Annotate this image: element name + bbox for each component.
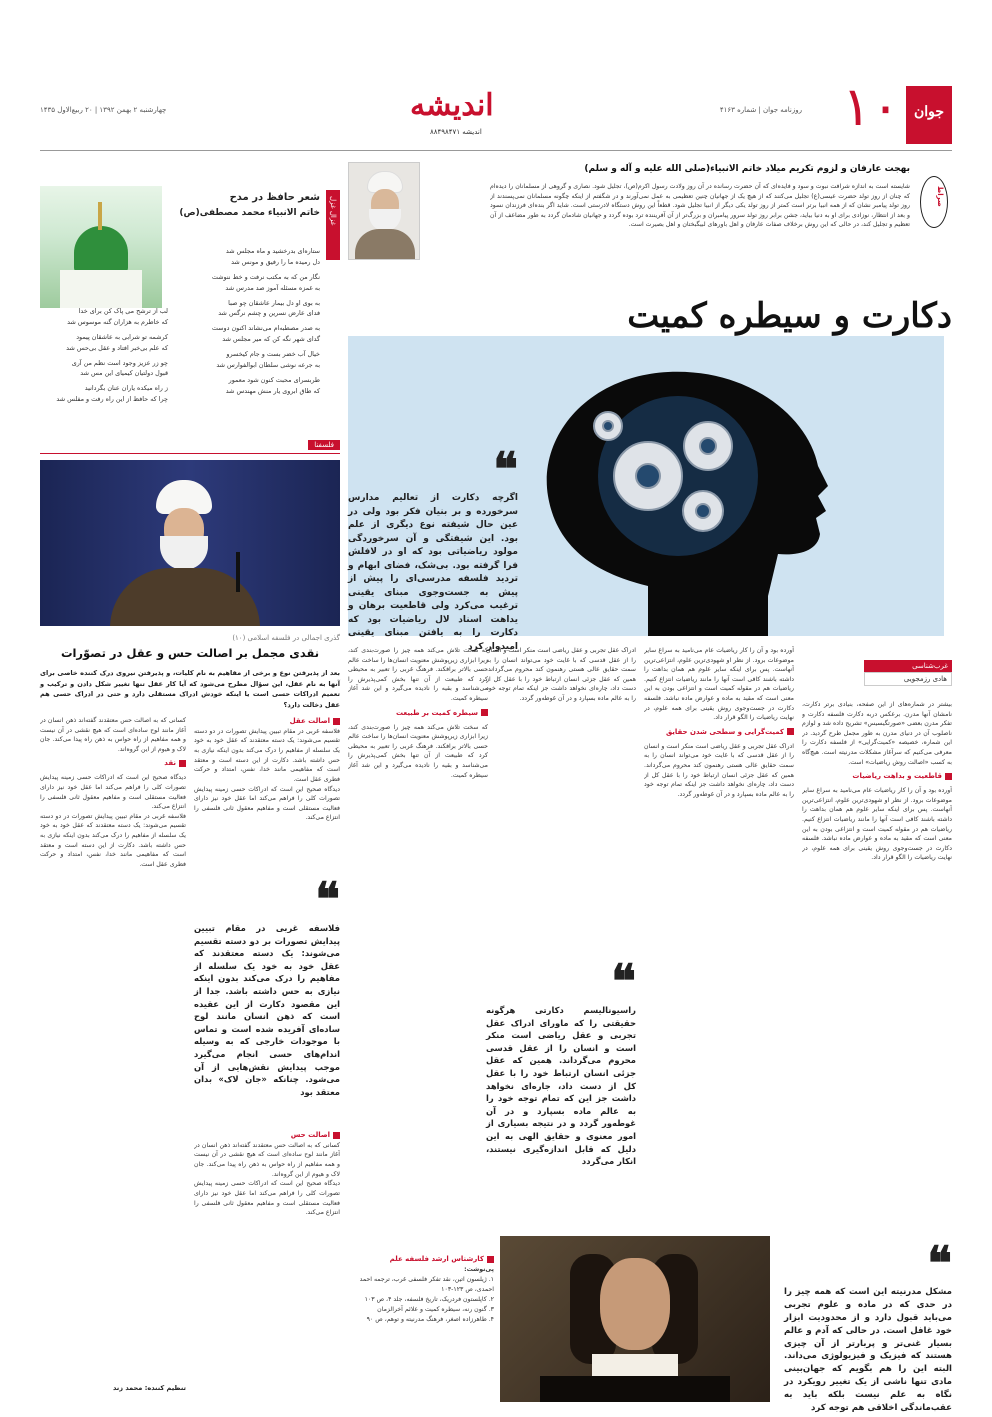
subhead-2: کمیت‌گرایی و سطحی شدن حقایق — [644, 727, 794, 738]
phil-body-1-left: فلاسفه غربی در مقام تبیین پیدایش تصورات در دو دسته تقسیم می‌شوند: یک دسته معتقدند که عقل خود به خود یک سلسله از مفاهیم را درک می‌کند بدون اینکه نیازی به حس داشته باشد. دکارت از این دسته است و معتقد است که مفاهیمی مانند خدا، نفس، امتداد و حرکت فطری عقل است. — [40, 812, 186, 868]
siraat-box — [348, 156, 952, 266]
philosophy-tag: فلسفنا — [308, 440, 340, 450]
phil-pull-text: فلاسفه غربی در مقام تبیین پیدایش تصورات بر دو دسته تقسیم می‌شوند: یک دسته معتقدند که عقل خود به خود یک سلسله از مفاهیم را درک می‌کند بدون اینکه نیازی به حس داشته باشد. جدا از این مقصود دکارت از این عقیده است که ذهن انسان مانند لوح ساده‌ای آفریده شده است و تماس با موجودات خارجی که به وسیله اندام‌های حسی انجام می‌گیرد موجب پیدایش نقش‌هایی از آن می‌شود. چنانکه «جان لاک» بدان معتقد بود — [194, 923, 340, 1097]
phil-body-1: فلاسفه غربی در مقام تبیین پیدایش تصورات در دو دسته تقسیم می‌شوند: یک دسته معتقدند که عقل خود به خود یک سلسله از مفاهیم را درک می‌کند بدون اینکه نیازی به حس داشته باشد. دکارت از این دسته است و معتقد است که مفاهیمی مانند خدا، نفس، امتداد و حرکت فطری عقل است. — [194, 727, 340, 783]
poem-line: چو زر عزیز وجود است نظم من آری — [71, 358, 168, 367]
poem-tag-text: غزال غزل — [329, 196, 337, 226]
poem-line: ز راه میکده یاران عنان بگردانید — [84, 384, 168, 393]
poem-line: به صدر مصطبه‌ام می‌نشاند اکنون دوست — [211, 324, 320, 333]
poem-line: خیال آب خضر بست و جام کیخسرو — [226, 350, 320, 359]
footnotes — [348, 1254, 494, 1325]
subhead-1: قاطعیت و بداهت ریاضیات — [802, 771, 952, 782]
author-tag-label — [864, 660, 952, 672]
body-col-2 — [644, 646, 794, 1016]
base — [60, 270, 142, 308]
body-col-2-para: آورده بود و آن را کار ریاضیات عام می‌نامید به سراغ سایر موضوعات برود. از نظر او شهودی‌ترین علوم، انتزاعی‌ترین آنهاست. پس برای اینکه سایر علوم هم همان بداهت را داشته باشند کافی است آنها را مانند ریاضیات انتزاع کنیم. ریاضیات هم در مقوله کمیت است و انتزاعی بودن به این معنی است که مقید به ماده و عوارض ماده نباشد. فلسفه دکارت در جست‌وجوی روش یقینی برای همه علوم، در نهایت ریاضیات را الگو قرار داد. — [644, 647, 794, 722]
poem-line: قبول دولتیان کیمیای این مس شد — [80, 369, 168, 378]
body-col-2-text: آورده بود و آن را کار ریاضیات عام می‌نامید به سراغ سایر موضوعات برود. از نظر او شهودی‌ترین علوم، انتزاعی‌ترین آنهاست. پس برای اینکه سایر علوم هم همان بداهت را داشته باشند کافی است آنها را مانند ریاضیات انتزاع کنیم. ریاضیات هم در مقوله کمیت است و انتزاعی بودن به این معنی است که مقید به ماده و عوارض ماده نباشد. فلسفه دکارت در جست‌وجوی روش یقینی برای همه علوم، در نهایت ریاضیات را الگو قرار داد. — [802, 787, 952, 862]
gear-2 — [684, 422, 732, 470]
siraat-headline: بهجت عارفان و لزوم تکریم میلاد خاتم الانبیاء(صلی الله علیه و آله و سلم) — [584, 164, 910, 174]
poem-tag — [326, 190, 340, 260]
poem-line: گدای شهر نگه کن که میر مجلس شد — [222, 335, 320, 344]
poem-title: شعر حافظ در مدح — [229, 192, 320, 203]
descartes-portrait — [500, 1236, 770, 1402]
philosophy-kicker: گذری اجمالی در فلسفه اسلامی (۱۰) — [232, 634, 340, 642]
body-col-3-para: ادراک عقل تجربی و عقل ریاضی است منکر است و انسان را از عقل قدسی که با غایت خود می‌تواند انسان را به سمت حقایق عالی هستی رهنمون کند محروم می‌گرداند. همین که عقل جزئی انسان ارتباط خود را با عقل کل از دست داد، چاره‌ای نخواهد داشت جز اینکه تمام توجه خود را به عالم ماده بسپارد و در آن غوطه‌ور گردد. — [644, 742, 794, 798]
poem-line: چرا که حافظ از این راه رفت و مفلس شد — [56, 395, 168, 404]
pull-quote-3-text: مشکل مدرنیته این است که همه چیز را در حدی که در ماده و علوم تجربی می‌باید قبول دارد و از محدودیت ابزار خود غافل است. در حالی که آدم و عالم بسیار غنی‌تر و پربارتر از آن چیزی هستند که فیزیک و فیزیولوژی می‌داند. البته این را هم بگویم که جهان‌بینی مادی تنها ناشی از یک تغییر رویکرد در نگاه به علم نیست بلکه باید به عقب‌ماندگی اخلاقی هم توجه کرد — [784, 1287, 952, 1414]
poem-subtitle: خاتم الانبیاء محمد مصطفی(ص) — [179, 208, 320, 218]
phil-body-3: دیدگاه صحیح این است که ادراکات حسی زمینه پیدایش تصورات کلی را فراهم می‌کند اما عقل خود نیز دارای فعالیت مستقلی است و مفاهیم معقول ثانی فلسفی را انتزاع می‌کند. — [194, 1180, 340, 1217]
author-tag — [864, 660, 952, 686]
poem-line: طربسرای محبت کنون شود معمور — [228, 375, 320, 384]
poem-line: لب از ترشح می پاک کن برای خدا — [78, 307, 168, 315]
phil-subhead-2: نقد — [40, 758, 186, 769]
phil-body-2-left: کسانی که به اصالت حس معتقدند گفته‌اند ذهن انسان در آغاز مانند لوح ساده‌ای است که هیچ نقشی در آن نیست و همه مفاهیم از راه حواس به ذهن راه پیدا می‌کند. جان لاک و هیوم از این گروه‌اند. — [40, 717, 186, 753]
coat — [540, 1376, 730, 1402]
footnote: ۱. ژیلسون اتین، نقد تفکر فلسفی غرب، ترجمه احمد احمدی، ص ۱۲۳-۱۰۳ — [359, 1276, 494, 1294]
body-col-4 — [348, 646, 488, 1246]
poem-line: فدای عارض نسرین و چشم نرگس شد — [218, 309, 320, 318]
body-col-4-more: که سخت تلاش می‌کند همه چیز را صورت‌بندی کند، زیرا ابزاری زیرپوشش معنویت انسان‌ها را ساخت عالم حسی بالاتر برافکند. فرهنگ غربی را تعبیر به محیطی کرد که طبیعت از آن تنها بخش کمی‌پذیرش را می‌شناسد و بقیه را نادیده می‌گیرد و این شد آغاز سیطره کمیت. — [348, 723, 488, 779]
poem-image — [40, 186, 162, 308]
body-col-3 — [486, 646, 636, 956]
pull-quote-1-text: اگرچه دکارت از تعالیم مدارس سرخورده و بر بنیان فکر بود ولی در عین حال شیفته نوع دیگری از علم بود. این شیفتگی و آن سرخوردگی مولود ریاضیاتی بود که او در لافلش فرا گرفته بود. بی‌شک، فضای ابهام و تردید فلسفه مدرسی‌ای را پیش از پیش به جست‌وجوی مبنای یقینی ترغیب می‌کرد ولی قاطعیت برهان و یداهت اسناد لال ریاضیات بود که دکارت را به یافتن مبنای یقینی امیدوار کرد — [348, 493, 518, 652]
philosophy-title: نقدی مجمل بر اصالت حس و عقل در تصوّرات — [60, 646, 320, 660]
quote-mark: ❝ — [927, 1236, 952, 1290]
page-number: ۱۰ — [841, 75, 900, 138]
philosophy-tag-bar — [40, 440, 340, 454]
footnote: ۴. طاهرزاده اصغر، فرهنگ مدرنیته و توهم، ص ۹۰ — [366, 1315, 494, 1323]
poem-lines-right — [192, 246, 320, 397]
poem-line: که طاق ابروی یار منش مهندس شد — [225, 386, 320, 395]
phil-body-3-left: دیدگاه صحیح این است که ادراکات حسی زمینه پیدایش تصورات کلی را فراهم می‌کند اما عقل خود نیز دارای فعالیت مستقلی است و مفاهیم معقول ثانی فلسفی را انتزاع می‌کند. — [40, 774, 186, 811]
philosophy-col-right-bottom — [194, 1130, 340, 1400]
poem-line: به غمزه مسئله آموز صد مدرس شد — [225, 283, 320, 292]
phil-body-2: کسانی که به اصالت حس معتقدند گفته‌اند ذهن انسان در آغاز مانند لوح ساده‌ای است که هیچ نقشی در آن نیست و همه مفاهیم از راه حواس به ذهن راه پیدا می‌کند. جان لاک و هیوم از این گروه‌اند. — [194, 1141, 340, 1178]
poem-box — [40, 156, 340, 426]
gear-3 — [683, 491, 723, 531]
poem-line: نگار من که به مکتب نرفت و خط ننوشت — [211, 272, 320, 281]
masthead-rule — [40, 150, 952, 151]
microphone — [236, 552, 240, 592]
siraat-portrait — [348, 162, 420, 260]
robe — [355, 229, 415, 260]
philosophy-author: تنظیم کننده: محمد زند — [112, 1384, 186, 1392]
pull-quote-1 — [348, 442, 518, 654]
beard — [369, 209, 401, 231]
phil-body-1b: دیدگاه صحیح این است که ادراکات حسی زمینه پیدایش تصورات کلی را فراهم می‌کند اما عقل خود نیز دارای فعالیت مستقلی است و مفاهیم معقول ثانی فلسفی را انتزاع می‌کند. — [194, 785, 340, 822]
logo-text: جوان — [913, 104, 945, 120]
subhead-3: سیطره کمیت بر طبیعت — [348, 708, 488, 719]
dome — [74, 226, 128, 272]
section-title: اندیشه — [410, 88, 494, 123]
body-col-1 — [802, 700, 952, 1010]
philosophy-lead: بعد از پذیرفتن نوع و برخی از مفاهیم به نام کلیات، و پذیرفتن نیروی درک کننده خاصی برای آنها به نام عقل، این سؤال مطرح می‌شود که آیا کار عقل تنها تغییر شکل دادن و ترکیب و تعمیم ادراکات حسی است یا اینکه خودش ادراک مستقلی دارد و حتی در ادراک حسی هم عقل دخالت دارد؟ — [40, 669, 340, 709]
footnote: پی‌نوشت: — [464, 1266, 494, 1274]
author-tag-text: غرب‌شناسی — [912, 662, 948, 670]
masthead — [40, 75, 952, 148]
poem-line: به جرعه نوشی سلطان ابوالفوارس شد — [216, 361, 320, 370]
philosophy-pull-quote — [194, 872, 340, 1099]
article-title: دکارت و سیطره کمیت — [627, 296, 952, 336]
poem-lines-left — [40, 306, 168, 405]
issue-info: روزنامه جوان | شماره ۴۱۶۳ — [719, 106, 802, 114]
poem-line: دل رمیده ما را رفیق و مونس شد — [231, 257, 320, 266]
beard — [160, 536, 208, 570]
poem-line: کرشمه تو شرابی به عاشقان پیمود — [76, 332, 168, 341]
body-col-1-text: بیشتر در شماره‌های از این صفحه، بنیادی برتر دکارت، نامشان آنها مدرن. برعکس دربه دکارت فلسفه دکارت و تفکر مدرن بعضی «صورتگیسیس» تشریح داده شد و لوازم ناصلوب آن در دنیای مدرن به طور مجمل طرح گردید. در این شماره، خصیصه «کمیت‌گرایی» از فلسفه دکارت را معرفی می‌کنیم که سرآغاز مشکلات مدرنیته است. هیچ‌گاه به کسب «اصالت روش ریاضیات» است. — [802, 701, 952, 766]
gear-1 — [614, 442, 682, 510]
quote-mark: ❝ — [493, 442, 518, 496]
poem-line: که علم بی‌خبر افتاد و عقل بی‌حس شد — [66, 343, 168, 352]
pull-quote-3 — [784, 1236, 952, 1415]
minaret — [98, 202, 102, 230]
pull-quote-2-text: راسیونالیسم دکارتی هرگونه حقیقتی را که ماورای ادراک عقل تجربی و عقل ریاضی است منکر است و انسان را از عقل قدسی محروم می‌گرداند. همین که عقل جزئی انسان ارتباط خود را با عقل کل از دست داد، جاره‌ای نخواهد داشت جز این که تمام توجه خود را به عالم ماده بسپارد و در آن غوطه‌ور گردد و در نتیجه بسیاری از امور معنوی و حقایق الهی به این دلیل که قابل اندازه‌گیری نیستند، انکار می‌گردد — [486, 1005, 636, 1167]
poem-line: به بوی او دل بیمار عاشقان چو صبا — [228, 298, 320, 307]
poem-line: ستاره‌ای بدرخشید و ماه مجلس شد — [225, 247, 320, 255]
philosophy-photo — [40, 460, 340, 626]
face — [600, 1258, 670, 1350]
poem-line: که خاطرم به هزاران گنه موسوس شد — [67, 317, 168, 326]
logo — [906, 86, 952, 144]
author-name: هادی رزمجویی — [864, 672, 952, 686]
quote-mark: ❝ — [315, 872, 340, 926]
footnote: ۲. کاپلستون فردریک، تاریخ فلسفه، جلد ۴، ص ۱۰۳ — [364, 1295, 494, 1303]
footnote: ۳. گنون رنه، سیطره کمیت و علائم آخرالزمان — [377, 1305, 494, 1313]
date-info: چهارشنبه ۲ بهمن ۱۳۹۲ | ۲۰ ربیع‌الاول ۱۴۳۵ — [40, 106, 167, 114]
gear-4 — [594, 412, 622, 440]
phil-subhead-3: اصالت حس — [194, 1130, 340, 1141]
phil-subhead-1: اصالت عقل — [194, 716, 340, 727]
philosophy-col-left — [40, 716, 186, 1376]
body-col-3-text: ادراک عقل تجربی و عقل ریاضی است منکر است و انسان را از عقل قدسی که با غایت خود می‌تواند انسان را به سمت حقایق عالی هستی رهنمون کند محروم می‌گرداند. همین که عقل جزئی انسان ارتباط خود را با عقل کل از دست داد، چاره‌ای نخواهد داشت جز اینکه تمام توجه خود را به عالم ماده بسپارد و در آن غوطه‌ور گردد. — [486, 647, 636, 703]
siraat-tag: صراط — [936, 186, 944, 207]
quote-mark: ❝ — [611, 954, 636, 1008]
body-col-4-text: که سخت تلاش می‌کند همه چیز را صورت‌بندی کند، زیرا ابزاری زیرپوشش معنویت انسان‌ها را ساخت عالم حسی بالاتر برافکند. فرهنگ غربی را تعبیر به محیطی کرد که طبیعت از آن تنها بخش کمی‌پذیرش را می‌شناسد و بقیه را نادیده می‌گیرد و این شد آغاز سیطره کمیت. — [348, 647, 488, 703]
siraat-body: شایسته است به اندازه شرافت نبوت و سود و فایده‌ای که آن حضرت رسانده در آن روز ولادت رسول اکرم(ص)، تجلیل شود. نصاری و گروهی از مسلمانان را دیده‌ام که چنان از روز تولد حضرت عیسی(ع) تجلیل می‌کنند که از هیچ یک از جهانیان چنین تعظیمی به عمل نمی‌آورند و در شگفتم از اینکه چگونه مسلمانان نمی‌پسندند از روز تولد پیامبر نشان که از همه انبیا برتر است کمتر از روز تولد یکی دیگر از انبیا تجلیل شود. قطعاً این روش دستگاه لادرستی است. شاید اگر بنده‌ای فرزندان نسود و بعد از انتظار، نوزادی برای او به دنیا بیاید، جشن برابر روز تولد سرور پیامبران و بزرگ‌تر از آن آفریننده ترد بوده گردد و جهانیان شادمان گردد به طور مضاعف از آن تعظیم و تجلیل کند، در حالی که این روش برخلاف صفات عارفان و اهل باورهای لبیگبختان و اهل بصیرت است. — [490, 183, 910, 229]
notes-title: کارشناس ارشد فلسفه علم — [348, 1254, 494, 1265]
section-phone: اندیشه ۸۸۴۹۸۴۷۱ — [430, 128, 482, 136]
pull-quote-2 — [486, 954, 636, 1168]
